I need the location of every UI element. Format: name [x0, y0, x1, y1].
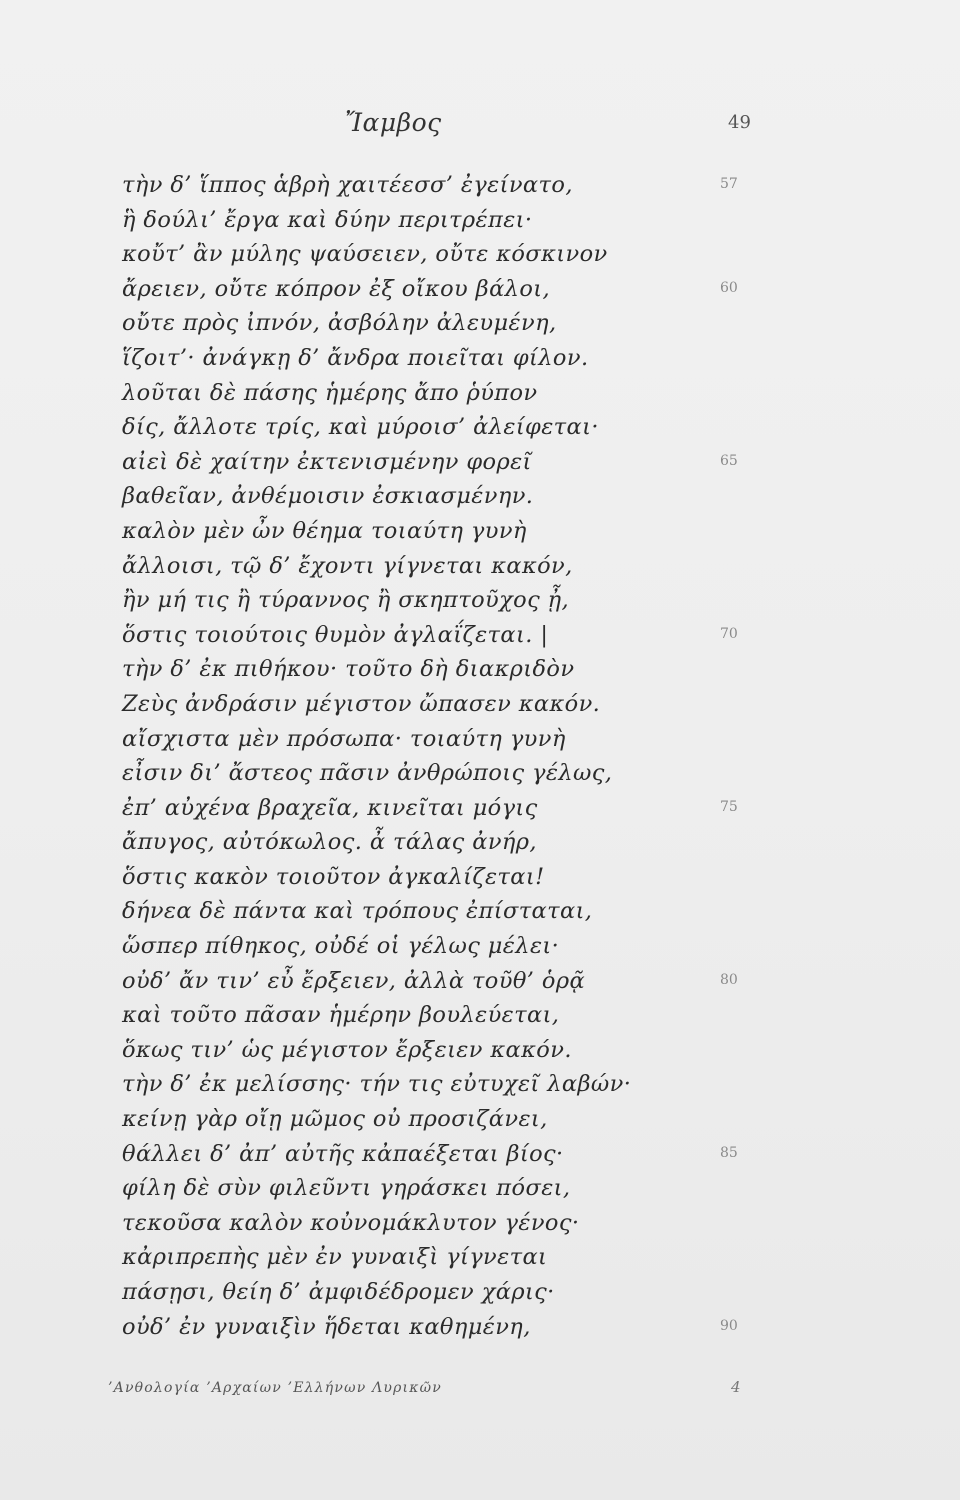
verse-text: οὔτε πρὸς ἰπνόν, ἀσβόλην ἀλευμένη,	[122, 310, 557, 337]
verse-text: φίλη δὲ σὺν φιλεῦντι γηράσκει πόσει,	[122, 1175, 571, 1202]
verse-line	[0, 1102, 960, 1137]
verse-line	[0, 1206, 960, 1241]
verse-text: οὐδ’ ἐν γυναιξὶν ἥδεται καθημένη,	[122, 1313, 531, 1340]
line-number: 57	[720, 176, 738, 192]
verse-line	[0, 722, 960, 757]
verse-text: καλὸν μὲν ὦν θέημα τοιαύτη γυνὴ	[122, 517, 527, 544]
verse-text: δίς, ἄλλοτε τρίς, καὶ μύροισ’ ἀλείφεται·	[122, 414, 599, 441]
verse-text: τὴν δ’ ἐκ μελίσσης· τήν τις εὐτυχεῖ λαβών·	[122, 1071, 632, 1098]
verse-text: κοὔτ’ ἂν μύλης ψαύσειεν, οὔτε κόσκινον	[122, 241, 608, 268]
verse-line	[0, 583, 960, 618]
verse-line	[0, 168, 960, 203]
verse-line	[0, 514, 960, 549]
line-number: 60	[720, 279, 738, 296]
verse-text: αἴσχιστα μὲν πρόσωπα· τοιαύτη γυνὴ	[122, 725, 566, 752]
verse-text: κείνῃ γὰρ οἴῃ μῶμος οὐ προσιζάνει,	[122, 1106, 548, 1133]
verse-line	[0, 894, 960, 929]
verse-text: ἄπυγος, αὐτόκωλος. ἆ τάλας ἀνήρ,	[122, 829, 537, 856]
verse-text: ἄλλοισι, τῷ δ’ ἔχοντι γίγνεται κακόν,	[122, 552, 573, 579]
verse-line	[0, 1171, 960, 1206]
verse-line	[0, 1240, 960, 1275]
verse-line	[0, 376, 960, 411]
verse-line	[0, 549, 960, 584]
verse-line	[0, 652, 960, 687]
verse-line	[0, 618, 960, 653]
verse-text: ὅστις τοιούτοις θυμὸν ἀγλαΐζεται. |	[122, 621, 549, 648]
verse-text: θάλλει δ’ ἀπ’ αὐτῆς κἀπαέξεται βίος·	[122, 1140, 564, 1167]
verse-line	[0, 998, 960, 1033]
verse-text: οὐδ’ ἄν τιν’ εὖ ἔρξειεν, ἀλλὰ τοῦθ’ ὁρᾷ	[122, 967, 586, 994]
verse-text: κἀριπρεπὴς μὲν ἐν γυναιξὶ γίγνεται	[122, 1244, 548, 1271]
verse-text: ὅστις κακὸν τοιοῦτον ἀγκαλίζεται!	[122, 863, 545, 890]
line-number: 85	[720, 1144, 738, 1161]
verse-line	[0, 1275, 960, 1310]
running-title: Ἴαμβος	[345, 108, 442, 137]
verse-text: λοῦται δὲ πάσης ἡμέρης ἄπο ῥύπον	[122, 379, 538, 406]
verse-line	[0, 929, 960, 964]
verse-text: ὥσπερ πίθηκος, οὐδέ οἱ γέλως μέλει·	[122, 933, 560, 960]
verse-text: Ζεὺς ἀνδράσιν μέγιστον ὤπασεν κακόν.	[122, 690, 601, 717]
verse-text: εἶσιν δι’ ἄστεος πᾶσιν ἀνθρώποις γέλως,	[122, 760, 613, 787]
verse-text: ἐπ’ αὐχένα βραχεῖα, κινεῖται μόγις	[122, 794, 538, 821]
page-number: 49	[728, 112, 751, 133]
verse-text: τεκοῦσα καλὸν κοὐνομάκλυτον γένος·	[122, 1209, 580, 1236]
running-head	[0, 108, 960, 148]
verse-line	[0, 825, 960, 860]
verse-text: ἣ δούλι’ ἔργα καὶ δύην περιτρέπει·	[122, 206, 533, 233]
verse-line	[0, 964, 960, 999]
verse-text: ἢν μή τις ἢ τύραννος ἢ σκηπτοῦχος ᾖ,	[122, 587, 570, 614]
verse-text: πάσῃσι, θείη δ’ ἀμφιδέδρομεν χάρις·	[122, 1279, 555, 1305]
page-footer	[0, 1378, 960, 1408]
verse-line	[0, 410, 960, 445]
line-number: 80	[720, 971, 738, 988]
verse-line	[0, 1067, 960, 1102]
verse-text: βαθεῖαν, ἀνθέμοισιν ἐσκιασμένην.	[122, 483, 534, 510]
verse-line	[0, 687, 960, 722]
verse-text: τὴν δ’ ἵππος ἁβρὴ χαιτέεσσ’ ἐγείνατο,	[122, 172, 573, 198]
verse-line	[0, 203, 960, 238]
book-title-footer: ’Ανθολογία ’Αρχαίων ’Ελλήνων Λυρικῶν	[108, 1380, 442, 1396]
verse-text: αἰεὶ δὲ χαίτην ἐκτενισμένην φορεῖ	[122, 448, 532, 475]
verse-line	[0, 791, 960, 826]
verse-line	[0, 1137, 960, 1172]
verse-line	[0, 306, 960, 341]
verse-line	[0, 237, 960, 272]
verse-text: τὴν δ’ ἐκ πιθήκου· τοῦτο δὴ διακριδὸν	[122, 656, 575, 683]
verse-line	[0, 860, 960, 895]
verse-line	[0, 445, 960, 480]
verse-line	[0, 272, 960, 307]
verse-line	[0, 341, 960, 376]
line-number: 65	[720, 452, 738, 469]
verse-line	[0, 479, 960, 514]
line-number: 70	[720, 625, 738, 642]
verse-text: ἵζοιτ’· ἀνάγκῃ δ’ ἄνδρα ποιεῖται φίλον.	[122, 344, 589, 371]
verse-line	[0, 1310, 960, 1345]
poem-text	[0, 168, 960, 1344]
verse-text: ἄρειεν, οὔτε κόπρον ἐξ οἴκου βάλοι,	[122, 275, 551, 302]
verse-text: ὅκως τιν’ ὡς μέγιστον ἔρξειεν κακόν.	[122, 1036, 572, 1063]
signature-mark: 4	[731, 1378, 741, 1396]
verse-line	[0, 1033, 960, 1068]
verse-line	[0, 756, 960, 791]
line-number: 75	[720, 798, 738, 815]
verse-text: καὶ τοῦτο πᾶσαν ἡμέρην βουλεύεται,	[122, 1002, 560, 1029]
verse-text: δήνεα δὲ πάντα καὶ τρόπους ἐπίσταται,	[122, 898, 593, 925]
line-number: 90	[720, 1317, 738, 1334]
